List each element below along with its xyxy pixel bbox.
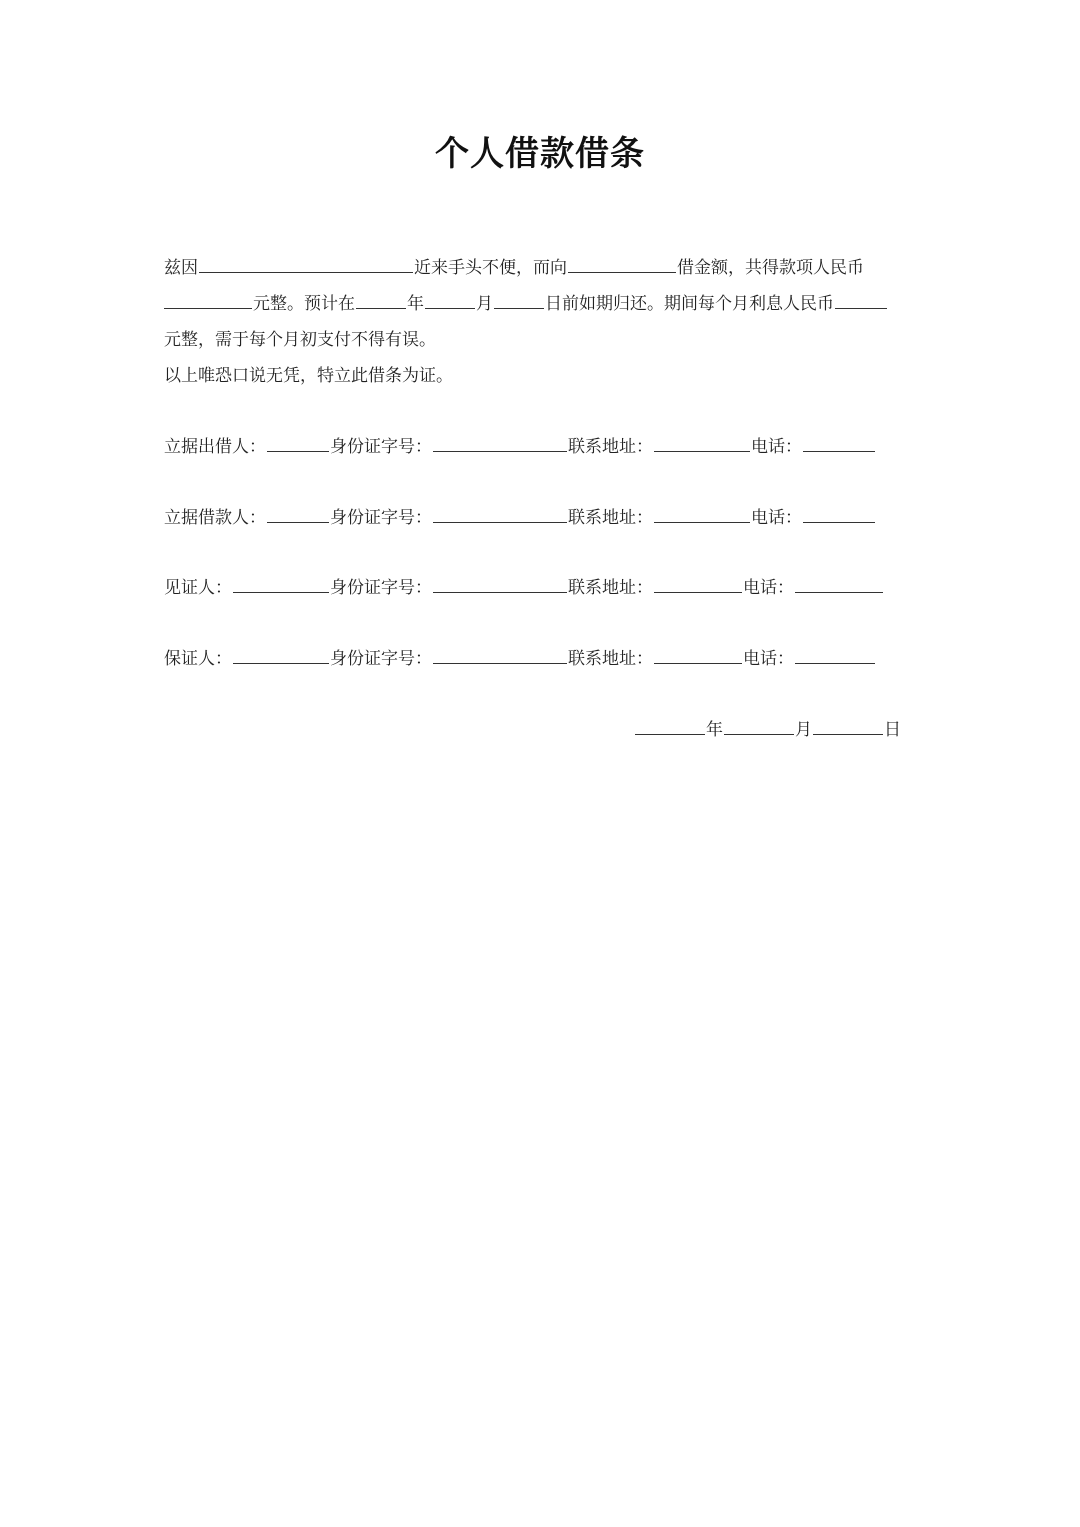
address-blank[interactable] — [654, 502, 750, 523]
role-label: 见证人： — [164, 578, 232, 598]
id-label: 身份证字号： — [330, 508, 432, 528]
sign-year-label: 年 — [706, 720, 723, 740]
interest-blank[interactable] — [835, 288, 887, 309]
text-reason-middle: 近来手头不便，而向 — [414, 258, 567, 278]
phone-blank[interactable] — [795, 572, 883, 593]
id-label: 身份证字号： — [330, 649, 432, 669]
paragraph-line-2 — [164, 286, 924, 322]
text-amount-prefix: 借金额，共得款项人民币 — [677, 258, 864, 278]
sign-year-blank[interactable] — [635, 714, 705, 735]
paragraph-line-3: 元整，需于每个月初支付不得有误。 — [164, 330, 436, 350]
name-blank[interactable] — [233, 572, 329, 593]
id-label: 身份证字号： — [330, 437, 432, 457]
role-label: 保证人： — [164, 649, 232, 669]
signature-row-lender — [164, 431, 876, 461]
address-blank[interactable] — [654, 431, 750, 452]
due-year-blank[interactable] — [356, 288, 406, 309]
text-year: 年 — [407, 294, 424, 314]
name-blank[interactable] — [233, 643, 329, 664]
signature-row-borrower — [164, 502, 876, 532]
phone-blank[interactable] — [803, 431, 875, 452]
address-label: 联系地址： — [568, 649, 653, 669]
signature-row-witness — [164, 572, 884, 602]
id-blank[interactable] — [433, 502, 567, 523]
loan-paragraph — [164, 250, 924, 394]
sign-day-label: 日 — [884, 720, 901, 740]
phone-label: 电话： — [751, 437, 802, 457]
address-blank[interactable] — [654, 643, 742, 664]
name-blank[interactable] — [267, 431, 329, 452]
sign-month-label: 月 — [795, 720, 812, 740]
phone-blank[interactable] — [803, 502, 875, 523]
id-blank[interactable] — [433, 431, 567, 452]
document-title: 个人借款借条 — [435, 134, 645, 174]
text-month: 月 — [476, 294, 493, 314]
borrower-reason-blank[interactable] — [199, 252, 413, 273]
due-month-blank[interactable] — [425, 288, 475, 309]
text-due-prefix: 元整。预计在 — [253, 294, 355, 314]
phone-label: 电话： — [743, 578, 794, 598]
signature-row-guarantor — [164, 643, 876, 673]
signing-date — [634, 714, 901, 745]
id-blank[interactable] — [433, 572, 567, 593]
id-blank[interactable] — [433, 643, 567, 664]
name-blank[interactable] — [267, 502, 329, 523]
id-label: 身份证字号： — [330, 578, 432, 598]
address-label: 联系地址： — [568, 437, 653, 457]
sign-day-blank[interactable] — [813, 714, 883, 735]
phone-blank[interactable] — [795, 643, 875, 664]
address-label: 联系地址： — [568, 578, 653, 598]
role-label: 立据借款人： — [164, 508, 266, 528]
amount-blank[interactable] — [164, 288, 252, 309]
lender-name-blank[interactable] — [568, 252, 676, 273]
role-label: 立据出借人： — [164, 437, 266, 457]
phone-label: 电话： — [751, 508, 802, 528]
phone-label: 电话： — [743, 649, 794, 669]
address-blank[interactable] — [654, 572, 742, 593]
paragraph-line-4: 以上唯恐口说无凭，特立此借条为证。 — [164, 366, 453, 386]
paragraph-line-1 — [164, 250, 924, 286]
text-reason-prefix: 兹因 — [164, 258, 198, 278]
text-interest-prefix: 日前如期归还。期间每个月利息人民币 — [545, 294, 834, 314]
due-day-blank[interactable] — [494, 288, 544, 309]
address-label: 联系地址： — [568, 508, 653, 528]
sign-month-blank[interactable] — [724, 714, 794, 735]
